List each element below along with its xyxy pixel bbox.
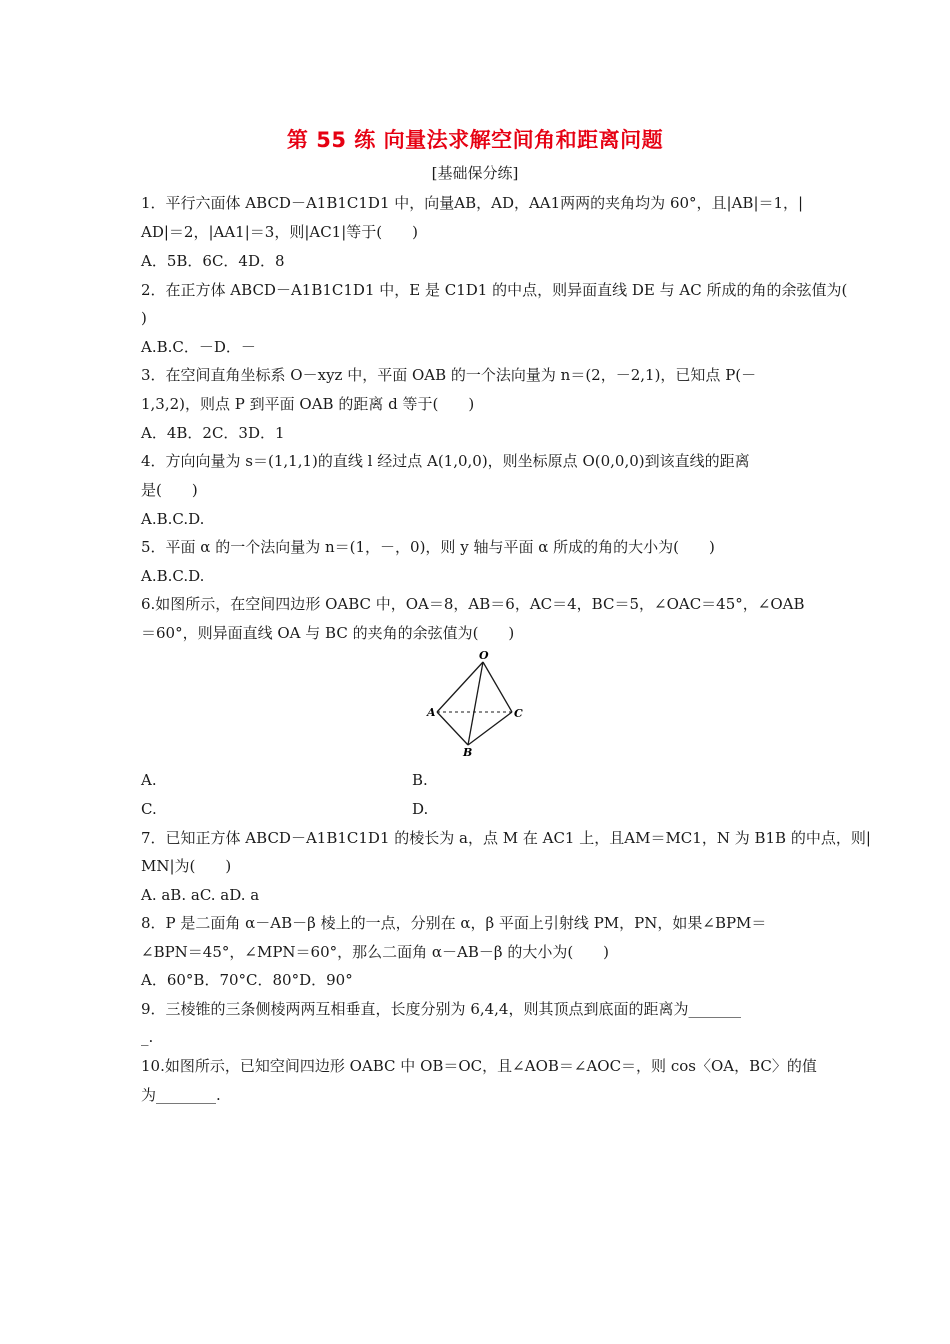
text-line: 7．已知正方体 ABCD－A1B1C1D1 的棱长为 a，点 M 在 AC1 上，且AM＝MC1，N 为 B1B 的中点，则| [141,829,871,847]
option-a: A. [141,771,157,789]
edge-bc [468,712,512,745]
label-a: A [427,706,436,719]
edge-ob [468,662,483,745]
text-line: 10.如图所示，已知空间四边形 OABC 中 OB＝OC，且∠AOB＝∠AOC＝，则 cos〈OA，BC〉的值 [141,1057,817,1075]
text-line: 5．平面 α 的一个法向量为 n＝(1，－，0)，则 y 轴与平面 α 所成的角的大小为( ) [141,538,715,556]
text-line: 4．方向向量为 s＝(1,1,1)的直线 l 经过点 A(1,0,0)，则坐标原点 O(0,0,0)到该直线的距离 [141,452,750,470]
edge-oc [483,662,512,712]
text-line: A．4B．2C．3D．1 [141,424,285,442]
text-line: 是( ) [141,481,198,499]
text-line: A.B.C．－D．－ [141,338,256,356]
label-o: O [479,650,489,662]
page-title: 第 55 练 向量法求解空间角和距离问题 [286,128,664,152]
text-line: 3．在空间直角坐标系 O－xyz 中，平面 OAB 的一个法向量为 n＝(2，－2,1)，已知点 P(－ [141,366,757,384]
text-line: 2．在正方体 ABCD－A1B1C1D1 中，E 是 C1D1 的中点，则异面直线 DE 与 AC 所成的角的余弦值为( [141,281,848,299]
text-line: A.B.C.D. [141,567,205,585]
text-line: A．5B．6C．4D．8 [141,252,285,270]
option-c: C. [141,800,157,818]
text-line: 8．P 是二面角 α－AB－β 棱上的一点，分别在 α，β 平面上引射线 PM，PN，如果∠BPM＝ [141,914,767,932]
label-b: B [463,746,473,759]
tetrahedron-figure [425,650,525,760]
text-line: 为________. [141,1086,221,1104]
option-b: B. [412,771,428,789]
section-subtitle: [基础保分练] [431,164,519,182]
text-line: MN|为( ) [141,857,232,875]
text-line: A．60°B．70°C．80°D．90° [141,971,353,989]
text-line: ＝60°，则异面直线 OA 与 BC 的夹角的余弦值为( ) [141,624,515,642]
text-line: 1．平行六面体 ABCD－A1B1C1D1 中，向量AB，AD，AA1两两的夹角均为 60°，且|AB|＝1，| [141,194,804,212]
text-line: A.B.C.D. [141,510,205,528]
option-d: D. [412,800,429,818]
text-line: ∠BPN＝45°，∠MPN＝60°，那么二面角 α－AB－β 的大小为( ) [141,943,610,961]
label-c: C [514,707,523,720]
text-line: _. [141,1028,154,1046]
text-line: A. aB. aC. aD. a [141,886,260,904]
edge-ab [437,712,468,745]
text-line: ) [141,309,147,327]
text-line: 6.如图所示，在空间四边形 OABC 中，OA＝8，AB＝6，AC＝4，BC＝5，∠OAC＝45°，∠OAB [141,595,805,613]
edge-oa [437,662,483,712]
text-line: 1,3,2)，则点 P 到平面 OAB 的距离 d 等于( ) [141,395,475,413]
text-line: 9．三棱锥的三条侧棱两两互相垂直，长度分别为 6,4,4，则其顶点到底面的距离为_______ [141,1000,741,1018]
text-line: AD|＝2，|AA1|＝3，则|AC1|等于( ) [141,223,418,241]
